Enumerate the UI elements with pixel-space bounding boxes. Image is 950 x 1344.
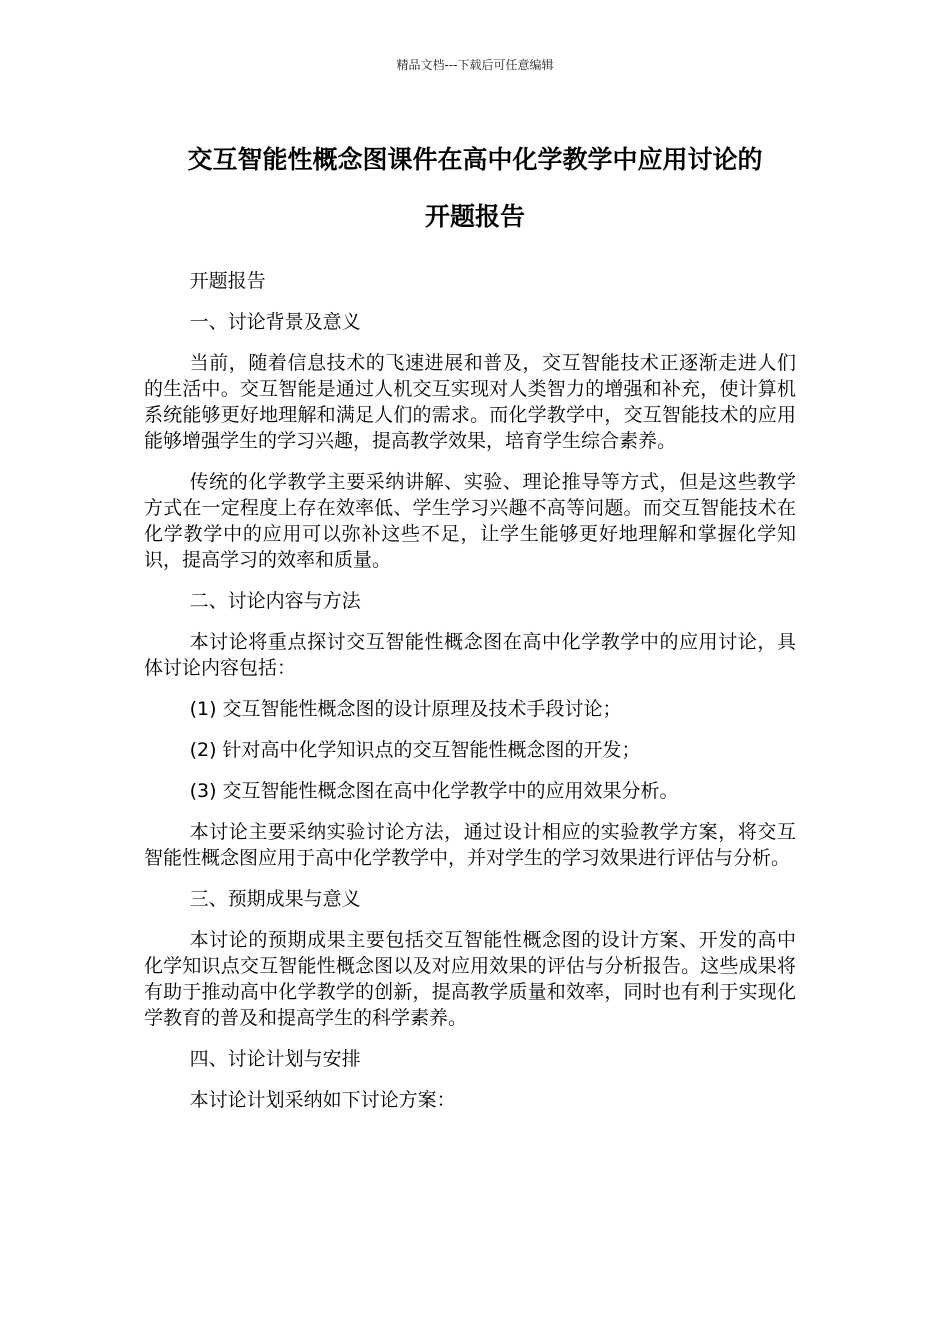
paragraph-background-2: 传统的化学教学主要采纳讲解、实验、理论推导等方式，但是这些教学方式在一定程度上存在效率低、学生学习兴趣不高等问题。而交互智能技术在化学教学中的应用可以弥补这些不足，让学生能够更好地理解和掌握化学知识，提高学习的效率和质量。 bbox=[144, 471, 796, 571]
document-body bbox=[144, 268, 796, 1128]
report-label: 开题报告 bbox=[189, 270, 266, 292]
section-heading-background: 一、讨论背景及意义 bbox=[189, 311, 361, 333]
document-title-line-2: 开题报告 bbox=[424, 202, 525, 231]
section-heading-content-method: 二、讨论内容与方法 bbox=[189, 590, 361, 612]
paragraph-method: 本讨论主要采纳实验讨论方法，通过设计相应的实验教学方案，将交互智能性概念图应用于高中化学教学中，并对学生的学习效果进行评估与分析。 bbox=[144, 821, 796, 869]
paragraph-background-1: 当前，随着信息技术的飞速进展和普及，交互智能技术正逐渐走进人们的生活中。交互智能是通过人机交互实现对人类智力的增强和补充，使计算机系统能够更好地理解和满足人们的需求。而化学教学中，交互智能技术的应用能够增强学生的学习兴趣，提高教学效果，培育学生综合素养。 bbox=[144, 352, 796, 452]
list-item-content-3: (3) 交互智能性概念图在高中化学教学中的应用效果分析。 bbox=[189, 780, 679, 802]
section-heading-plan: 四、讨论计划与安排 bbox=[189, 1048, 361, 1070]
list-item-content-1: (1) 交互智能性概念图的设计原理及技术手段讨论； bbox=[189, 698, 622, 720]
paragraph-content-intro: 本讨论将重点探讨交互智能性概念图在高中化学教学中的应用讨论，具体讨论内容包括： bbox=[144, 631, 796, 679]
document-title-line-1: 交互智能性概念图课件在高中化学教学中应用讨论的 bbox=[187, 145, 763, 174]
document-title bbox=[120, 131, 830, 245]
list-item-content-2: (2) 针对高中化学知识点的交互智能性概念图的开发； bbox=[189, 739, 641, 761]
paragraph-plan-intro: 本讨论计划采纳如下讨论方案： bbox=[189, 1089, 456, 1111]
section-heading-outcomes: 三、预期成果与意义 bbox=[189, 888, 361, 910]
page-header: 精品文档---下载后可任意编辑 bbox=[396, 58, 554, 72]
paragraph-outcomes: 本讨论的预期成果主要包括交互智能性概念图的设计方案、开发的高中化学知识点交互智能性概念图以及对应用效果的评估与分析报告。这些成果将有助于推动高中化学教学的创新，提高教学质量和效率，同时也有利于实现化学教育的普及和提高学生的科学素养。 bbox=[144, 929, 796, 1029]
